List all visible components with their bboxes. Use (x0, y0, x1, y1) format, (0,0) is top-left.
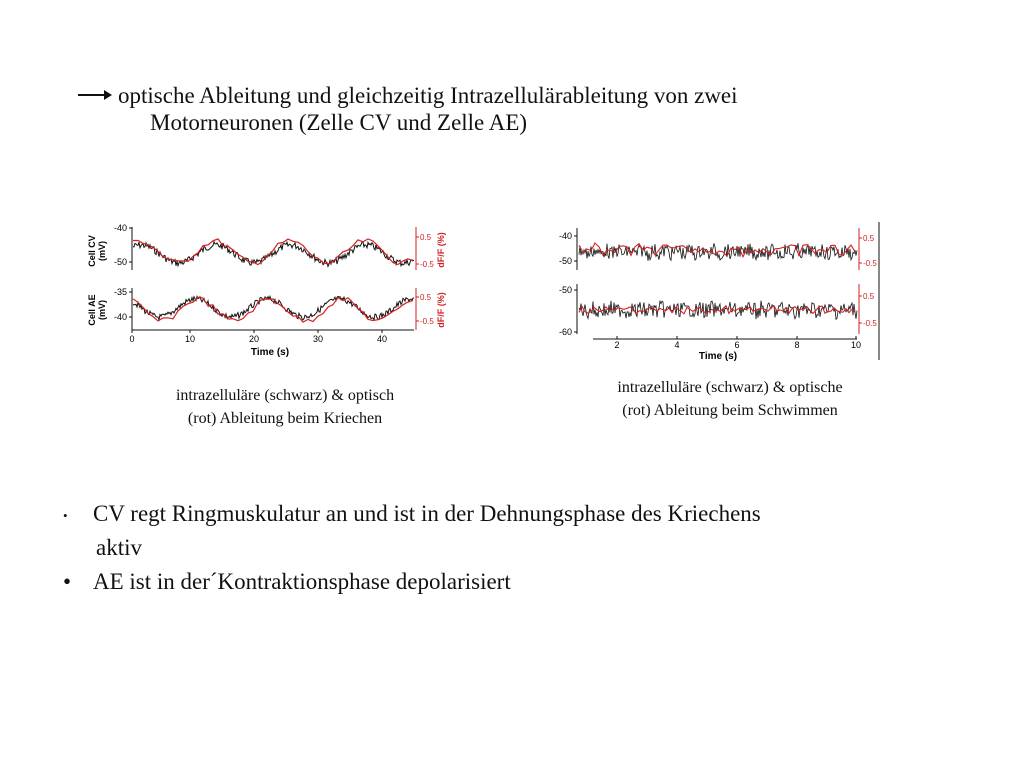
crawling-caption-line-2: (rot) Ableitung beim Kriechen (187, 410, 383, 427)
swim-top-ytick-2: -50 (558, 256, 572, 266)
intro-line-1: optische Ableitung und gleichzeitig Intrazellulärableitung von zwei (118, 83, 738, 108)
crawl-xlabel: Time (s) (250, 347, 290, 358)
bullet-list (60, 497, 761, 599)
swim-xtick-2: 2 (614, 340, 620, 350)
swim-xtick-6: 6 (734, 340, 740, 350)
crawl-top-ytick-1: -40 (113, 223, 127, 233)
crawl-top-rlabel: dF/F (%) (436, 232, 446, 268)
swim-xtick-4: 4 (674, 340, 680, 350)
swim-xtick-8: 8 (794, 340, 800, 350)
swim-top-rtick-2: -0.5 (863, 259, 877, 268)
crawling-caption-line-1: intrazelluläre (schwarz) & optisch (175, 387, 395, 404)
crawl-xtick-40: 40 (376, 334, 388, 344)
crawling-recording-figure (80, 218, 460, 368)
crawling-figure-svg (80, 218, 460, 368)
swim-top-rtick-1: 0.5 (863, 234, 875, 243)
bullet-marker: • (63, 569, 72, 594)
crawl-top-ylabel-2: (mV) (97, 241, 107, 261)
swim-bottom-ytick-2: -60 (558, 327, 572, 337)
swimming-caption-line-2: (rot) Ableitung beim Schwimmen (622, 402, 838, 419)
swim-xtick-10: 10 (850, 340, 862, 350)
swim-bottom-rtick-2: -0.5 (863, 319, 877, 328)
bullet-cv-line-2: aktiv (96, 535, 142, 560)
crawl-bottom-ytick-1: -35 (113, 287, 127, 297)
crawl-bottom-rlabel: dF/F (%) (436, 292, 446, 328)
swim-bottom-ytick-1: -50 (558, 285, 572, 295)
crawl-top-intracellular-trace (133, 242, 414, 267)
swimming-caption-line-1: intrazelluläre (schwarz) & optische (617, 379, 843, 396)
crawl-xtick-30: 30 (312, 334, 324, 344)
swim-bottom-rtick-1: 0.5 (863, 292, 875, 301)
swimming-figure-svg (553, 222, 893, 364)
right-arrow-icon (78, 88, 112, 102)
swimming-caption (588, 376, 872, 422)
crawl-xtick-0: 0 (129, 334, 135, 344)
crawl-top-rtick-1: 0.5 (420, 233, 432, 242)
bullet-item-cv (60, 497, 761, 565)
swim-top-ytick-1: -40 (558, 231, 572, 241)
crawl-xtick-20: 20 (248, 334, 260, 344)
crawl-top-ylabel-1: Cell CV (87, 235, 97, 267)
swim-xlabel: Time (s) (698, 351, 738, 362)
swimming-recording-figure (553, 222, 893, 364)
crawl-xtick-10: 10 (184, 334, 196, 344)
bullet-item-ae (60, 565, 761, 599)
bullet-marker: • (63, 508, 68, 523)
swim-top-optical-trace (579, 243, 855, 257)
bullet-ae-text: AE ist in der´Kontraktionsphase depolarisiert (93, 569, 511, 594)
crawl-bottom-ylabel-2: (mV) (97, 300, 107, 320)
crawl-top-ytick-2: -50 (113, 257, 127, 267)
crawl-top-optical-trace (133, 239, 413, 265)
crawl-bottom-ylabel-1: Cell AE (87, 294, 97, 326)
crawling-caption (150, 384, 420, 430)
crawl-bottom-rtick-1: 0.5 (420, 293, 432, 302)
crawl-top-rtick-2: -0.5 (420, 260, 434, 269)
bullet-cv-line-1: CV regt Ringmuskulatur an und ist in der Dehnungsphase des Kriechens (93, 501, 761, 526)
crawl-bottom-ytick-2: -40 (113, 312, 127, 322)
intro-line-2: Motorneuronen (Zelle CV und Zelle AE) (150, 110, 528, 135)
crawl-bottom-rtick-2: -0.5 (420, 317, 434, 326)
